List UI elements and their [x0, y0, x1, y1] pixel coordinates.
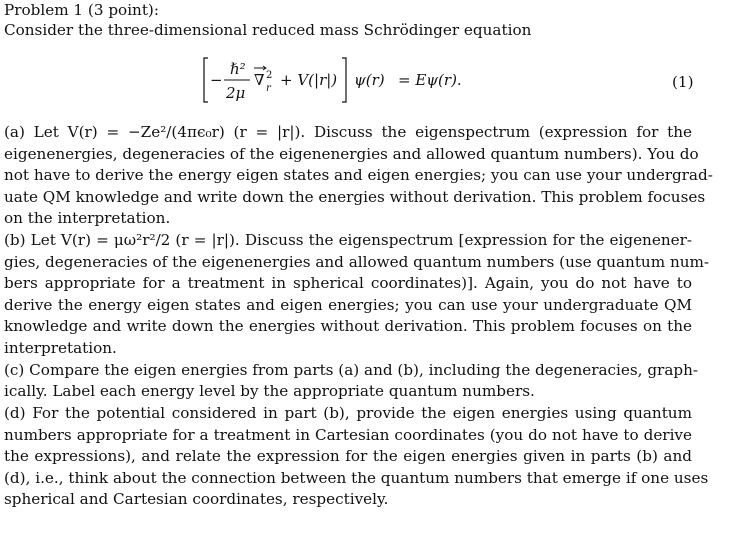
part-a-line: uate QM knowledge and write down the energies without derivation. This problem focuses	[4, 188, 706, 206]
equation-number: (1)	[672, 73, 694, 91]
problem-title: Problem 1 (3 point):	[4, 1, 159, 19]
part-a-line: (a) Let V(r) = −Ze²/(4πϵ₀r) (r = |r|). Discuss the eigenspectrum (expression for the	[4, 123, 692, 141]
schrodinger-equation	[202, 54, 502, 106]
eq-rhs: = Eψ(r).	[398, 71, 462, 89]
part-d-line: numbers appropriate for a treatment in Cartesian coordinates (you do not have to derive	[4, 426, 692, 444]
eq-laplacian: ∇	[254, 71, 265, 89]
part-d-line: (d) For the potential considered in part (b), provide the eigen energies using quantum	[4, 404, 692, 422]
part-c-line: (c) Compare the eigen energies from parts (a) and (b), including the degeneracies, graph-	[4, 361, 699, 379]
eq-minus: −	[210, 71, 223, 89]
right-bracket	[342, 58, 346, 102]
eq-potential: + V(|r|)	[280, 71, 338, 89]
nabla-arrow-icon	[254, 66, 266, 70]
eq-numerator: ℏ²	[230, 60, 246, 78]
part-b-line: derive the energy eigen states and eigen energies; you can use your undergraduate QM	[4, 296, 692, 314]
problem-intro: Consider the three-dimensional reduced mass Schrödinger equation	[4, 21, 532, 39]
left-bracket	[204, 58, 208, 102]
part-b-line: bers appropriate for a treatment in spherical coordinates)]. Again, you do not have to	[4, 274, 692, 292]
eq-laplacian-sub: r	[266, 83, 271, 94]
eq-laplacian-sup: 2	[266, 70, 273, 81]
eq-denominator: 2μ	[226, 84, 246, 102]
part-a-line: on the interpretation.	[4, 209, 171, 227]
part-b-line: gies, degeneracies of the eigenenergies and allowed quantum numbers (use quantum num-	[4, 253, 710, 271]
part-d-line: the expressions), and relate the expression for the eigen energies given in parts (b) and	[4, 447, 692, 465]
part-d-line: spherical and Cartesian coordinates, respectively.	[4, 490, 389, 508]
part-b-line: interpretation.	[4, 339, 117, 357]
part-b-line: (b) Let V(r) = μω²r²/2 (r = |r|). Discuss the eigenspectrum [expression for the eigenener-	[4, 231, 692, 249]
eq-psi: ψ(r)	[354, 71, 385, 89]
part-a-line: not have to derive the energy eigen states and eigen energies; you can use your undergrad-	[4, 166, 713, 184]
part-b-line: knowledge and write down the energies without derivation. This problem focuses on the	[4, 317, 692, 335]
part-c-line: ically. Label each energy level by the appropriate quantum numbers.	[4, 382, 535, 400]
part-a-line: eigenenergies, degeneracies of the eigenenergies and allowed quantum numbers). You do	[4, 145, 699, 163]
part-d-line: (d), i.e., think about the connection between the quantum numbers that emerge if one uses	[4, 469, 709, 487]
